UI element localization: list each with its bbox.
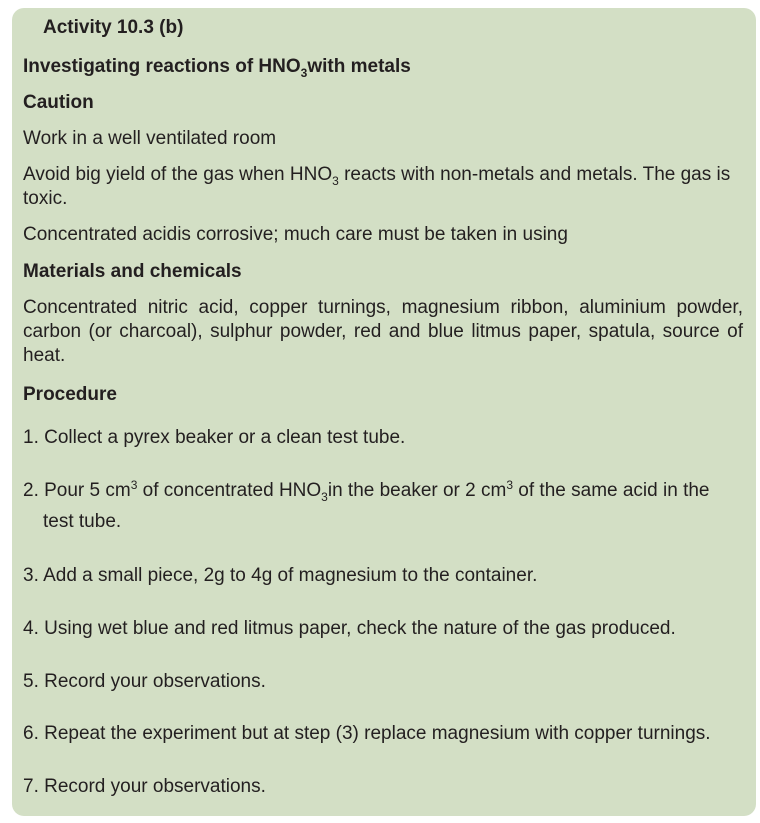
materials-text: Concentrated nitric acid, copper turnings, magnesium ribbon, aluminium powder, carbon (or charcoal), sulphur powder, red and blue litmus paper, spatula, source of heat.: [23, 297, 743, 366]
step-2-superscript-1: 3: [130, 478, 138, 492]
caution-line-3: Concentrated acidis corrosive; much care must be taken in using: [23, 224, 568, 245]
caution-line-2-subscript: 3: [332, 174, 339, 188]
procedure-step-1: 1. Collect a pyrex beaker or a clean test tube.: [23, 427, 406, 448]
caution-line-2: [23, 163, 745, 211]
procedure-step-5: 5. Record your observations.: [23, 671, 266, 692]
caution-line-2-start: Avoid big yield of the gas when HNO: [23, 164, 333, 185]
step-2-part-a: 2. Pour 5 cm: [23, 480, 131, 501]
step-2-part-b: of concentrated HNO: [137, 480, 322, 501]
procedure-step-2-continued: test tube.: [43, 511, 122, 532]
activity-heading: [23, 55, 411, 79]
caution-line-2-end: reacts with non-metals and metals. The gas is toxic.: [23, 164, 731, 209]
procedure-step-4: 4. Using wet blue and red litmus paper, check the nature of the gas produced.: [23, 618, 676, 639]
step-2-part-c: in the beaker or 2 cm: [327, 480, 507, 501]
step-2-part-d: of the same acid in the: [513, 480, 710, 501]
procedure-step-7: 7. Record your observations.: [23, 776, 266, 797]
procedure-heading: Procedure: [23, 384, 117, 405]
caution-line-1: Work in a well ventilated room: [23, 128, 277, 149]
step-2-superscript-2: 3: [506, 478, 514, 492]
caution-heading: Caution: [23, 92, 94, 113]
activity-title: Activity 10.3 (b): [43, 17, 184, 38]
heading-text: Investigating reactions of HNO: [23, 56, 301, 77]
procedure-step-3: 3. Add a small piece, 2g to 4g of magnesium to the container.: [23, 565, 538, 586]
step-2-subscript: 3: [321, 490, 328, 504]
procedure-step-6: 6. Repeat the experiment but at step (3) replace magnesium with copper turnings.: [23, 723, 711, 744]
heading-text-end: with metals: [307, 56, 411, 77]
heading-subscript: 3: [300, 66, 308, 80]
procedure-step-2: [23, 479, 709, 503]
materials-heading: Materials and chemicals: [23, 261, 242, 282]
